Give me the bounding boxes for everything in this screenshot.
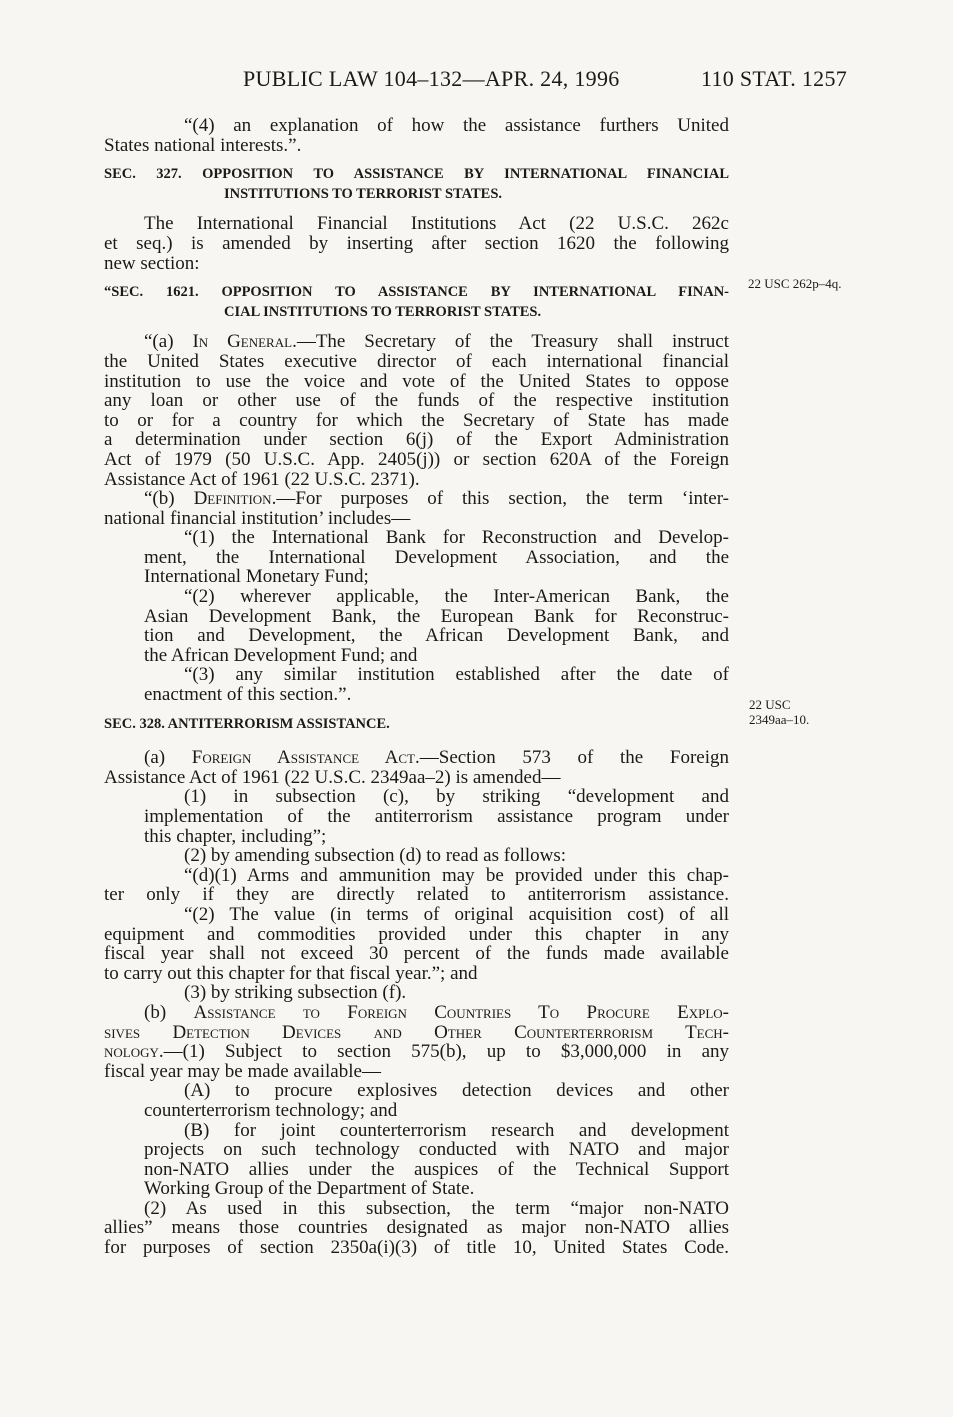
subsection-heading-cont	[104, 1023, 729, 1043]
text-line: “(d)(1) Arms and ammunition may be provided under this chap-	[184, 864, 729, 886]
subsection-text: .—The Secretary of the Treasury shall instruct	[292, 331, 729, 353]
section-heading-328: SEC. 328. ANTITERRORISM ASSISTANCE.	[104, 715, 390, 732]
header-stat-page: 110 STAT. 1257	[701, 66, 848, 91]
text-line: counterterrorism technology; and	[144, 1099, 398, 1121]
text-line: “(2) wherever applicable, the Inter-American Bank, the	[184, 586, 729, 608]
text-line: Act of 1979 (50 U.S.C. App. 2405(j)) or section 620A of the Foreign	[104, 448, 729, 470]
text-line: ment, the International Development Association, and the	[144, 546, 729, 568]
text-line: (1) in subsection (c), by striking “development and	[184, 786, 729, 808]
subsection-label: “(b)	[144, 488, 194, 510]
subsection-heading: sives Detection Devices and Other Counterterrorism Tech-	[104, 1021, 729, 1043]
text-line: Assistance Act of 1961 (22 U.S.C. 2349aa–2) is amended—	[104, 766, 561, 788]
text-line: fiscal year shall not exceed 30 percent of the funds made available	[104, 943, 729, 965]
subsection-heading: In General	[192, 331, 293, 353]
margin-note-2349aa	[749, 697, 809, 727]
document-body	[104, 116, 729, 1258]
section-heading-1621-cont: CIAL INSTITUTIONS TO TERRORIST STATES.	[224, 303, 542, 320]
text-line: (3) by striking subsection (f).	[184, 982, 407, 1004]
subsection-b-line	[104, 1003, 729, 1023]
text-line: “(1) the International Bank for Reconstruction and Develop-	[184, 527, 729, 549]
text-line: the African Development Fund; and	[144, 644, 418, 666]
subsection-label: (a)	[144, 747, 192, 769]
subsection-heading-cont	[104, 1042, 729, 1062]
subsection-heading: nology	[104, 1041, 159, 1063]
text-line: implementation of the antiterrorism assistance program under	[144, 806, 729, 827]
section-heading-1621: “SEC. 1621. OPPOSITION TO ASSISTANCE BY INTERNATIONAL FINAN-	[104, 284, 729, 301]
text-line: equipment and commodities provided under this chapter in any	[104, 923, 729, 945]
text-line: (2) As used in this subsection, the term “major non-NATO	[144, 1197, 729, 1219]
header-public-law: PUBLIC LAW 104–132—APR. 24, 1996	[243, 66, 620, 91]
text-line: (2) by amending subsection (d) to read as follows:	[184, 845, 567, 867]
margin-note-2349aa-line2: 2349aa–10.	[749, 712, 810, 727]
text-line: (B) for joint counterterrorism research and development	[184, 1119, 729, 1141]
text-line: institution to use the voice and vote of the United States to oppose	[104, 370, 729, 392]
margin-note-262p: 22 USC 262p–4q.	[748, 276, 842, 291]
subsection-heading: Assistance to Foreign Countries To Procure Explo-	[193, 1001, 729, 1023]
text-line: any loan or other use of the funds of the respective institution	[104, 390, 729, 412]
text-line: a determination under section 6(j) of the Export Administration	[104, 429, 729, 451]
subsection-heading: Foreign Assistance Act	[191, 747, 415, 769]
text-line: for purposes of section 2350a(i)(3) of title 10, United States Code.	[104, 1237, 729, 1259]
text-line: tion and Development, the African Development Bank, and	[144, 625, 729, 647]
text-line: the United States executive director of each international financial	[104, 350, 729, 372]
section-heading-327-cont: INSTITUTIONS TO TERRORIST STATES.	[224, 185, 503, 202]
text-line: fiscal year may be made available—	[104, 1060, 381, 1082]
text-line: projects on such technology conducted with NATO and major	[144, 1139, 729, 1161]
subsection-label: (b)	[144, 1001, 194, 1023]
text-line: non-NATO allies under the auspices of the Technical Support	[144, 1158, 729, 1180]
text-line: States national interests.”.	[104, 134, 302, 156]
margin-note-2349aa-line1: 22 USC	[749, 697, 791, 712]
section-heading-327: SEC. 327. OPPOSITION TO ASSISTANCE BY INTERNATIONAL FINANCIAL	[104, 166, 729, 183]
text-line: to carry out this chapter for that fiscal year.”; and	[104, 962, 478, 984]
text-line: “(2) The value (in terms of original acquisition cost) of all	[184, 903, 729, 925]
text-line: new section:	[104, 252, 200, 274]
text-line: to or for a country for which the Secretary of State has made	[104, 409, 729, 431]
text-line: The International Financial Institutions Act (22 U.S.C. 262c	[144, 213, 729, 235]
text-line: ter only if they are directly related to antiterrorism assistance.	[104, 884, 729, 906]
text-line: Working Group of the Department of State.	[144, 1178, 475, 1200]
text-line: “(3) any similar institution established after the date of	[184, 664, 729, 686]
subsection-b-line	[104, 489, 729, 509]
subsection-a-line	[104, 332, 729, 352]
subsection-text: .—Section 573 of the Foreign	[415, 747, 730, 769]
text-line: Assistance Act of 1961 (22 U.S.C. 2371).	[104, 468, 420, 490]
subsection-a-line	[104, 748, 729, 768]
subsection-text: .—For purposes of this section, the term ‘inter-	[271, 488, 729, 510]
text-line: this chapter, including”;	[144, 825, 327, 847]
text-line: allies” means those countries designated as major non-NATO allies	[104, 1217, 729, 1239]
running-header	[0, 66, 953, 96]
subsection-heading: Definition	[193, 488, 272, 510]
text-line: (A) to procure explosives detection devices and other	[184, 1080, 729, 1102]
text-line: Asian Development Bank, the European Bank for Reconstruc-	[144, 605, 729, 627]
text-line: et seq.) is amended by inserting after section 1620 the following	[104, 232, 729, 254]
text-line: International Monetary Fund;	[144, 566, 369, 588]
text-line: national financial institution’ includes—	[104, 507, 411, 529]
subsection-label: “(a)	[144, 331, 193, 353]
text-line: “(4) an explanation of how the assistance furthers United	[184, 115, 729, 136]
text-line: enactment of this section.”.	[144, 684, 352, 706]
subsection-text: .—(1) Subject to section 575(b), up to $3,000,000 in any	[158, 1041, 729, 1063]
